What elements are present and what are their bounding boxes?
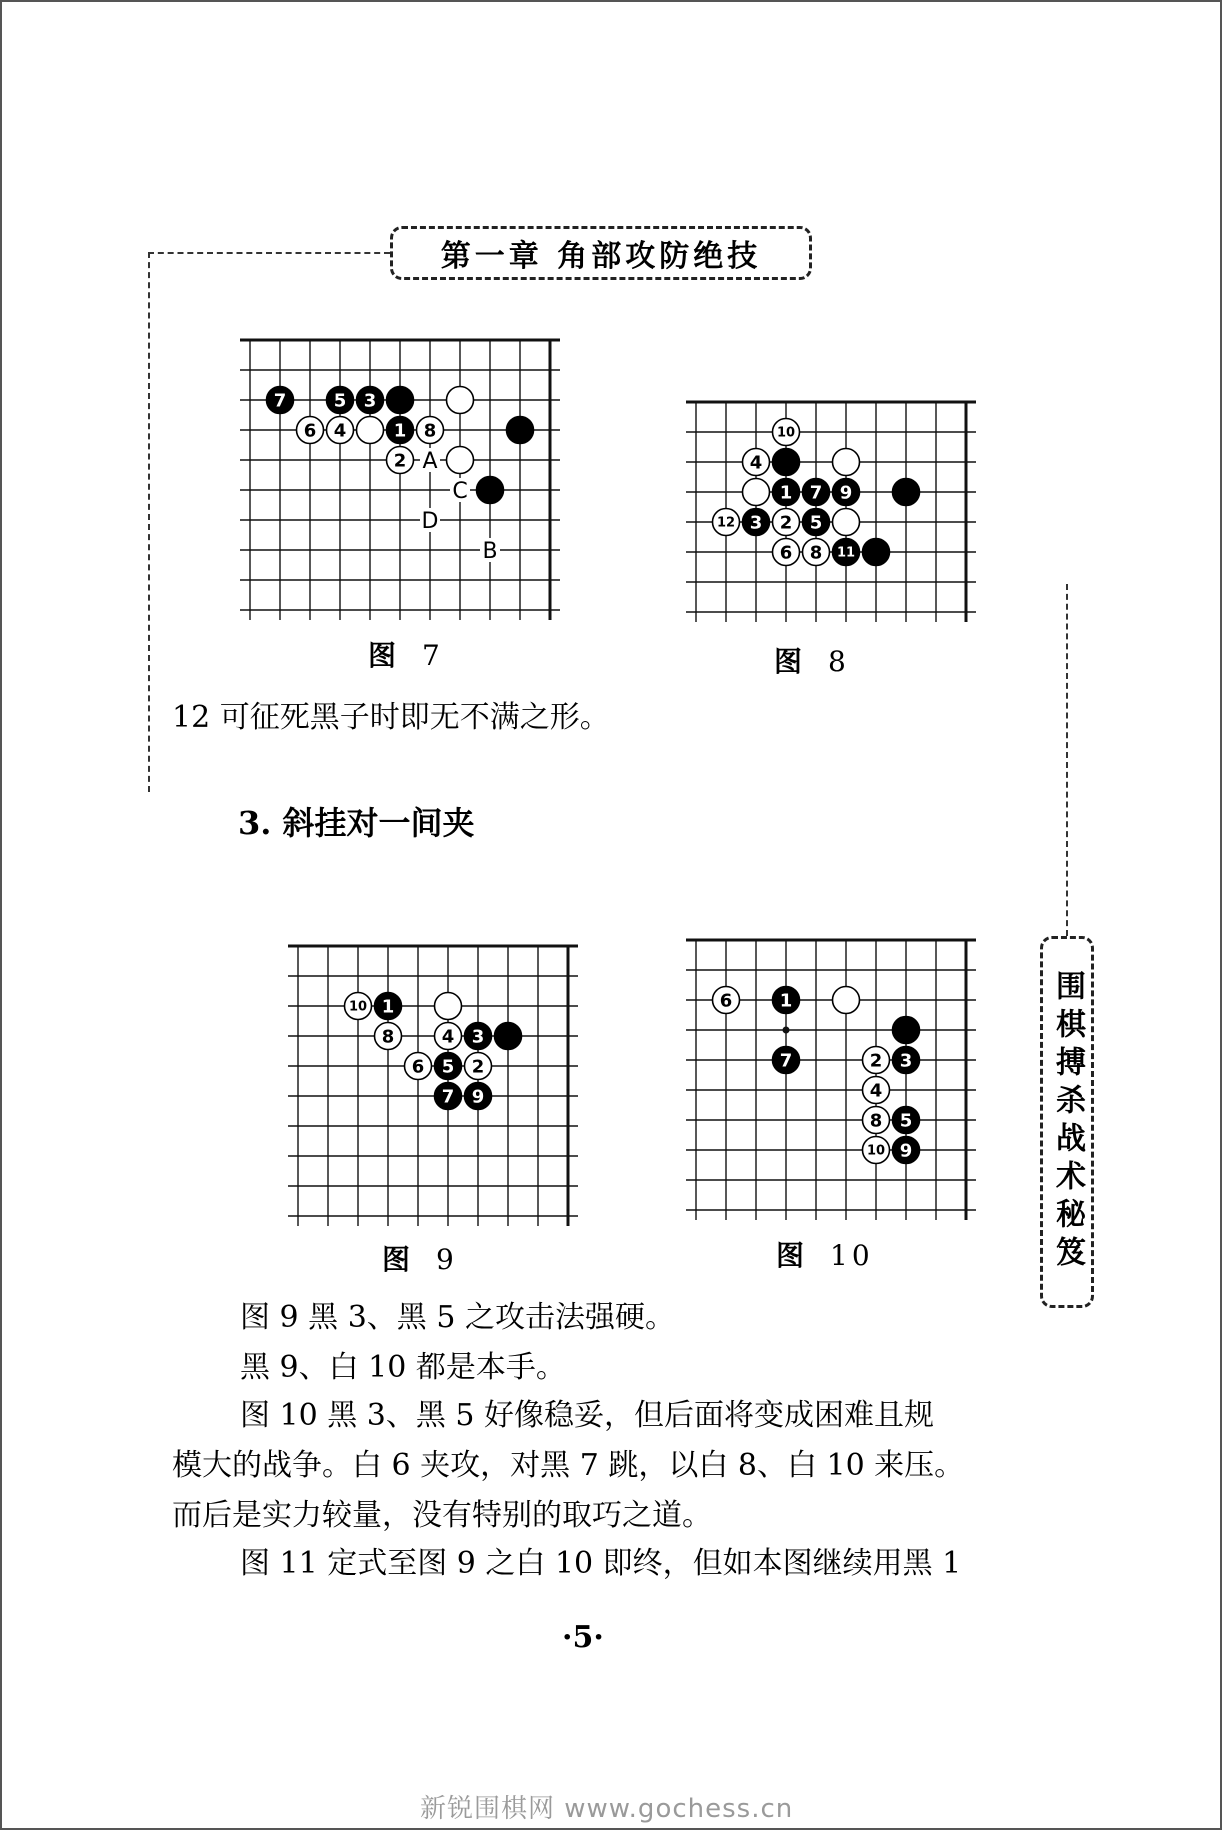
black-stone [893,1017,920,1044]
stone-move-number: 9 [839,482,853,504]
board-letter-label: A [422,449,438,474]
stone-move-number: 10 [776,425,796,441]
stone-move-number: 3 [363,390,377,412]
board-letter-label: B [482,539,498,564]
stone-move-number: 9 [471,1086,485,1108]
paragraph-fig11: 图 11 定式至图 9 之白 10 即终，但如本图继续用黑 1 [240,1546,962,1581]
figure-caption-7: 图 7 [368,639,444,672]
stone-move-number: 8 [869,1110,883,1132]
stone-move-number: 2 [779,512,793,534]
stone-move-number: 3 [899,1050,913,1072]
right-margin-dashed-line [1066,584,1068,936]
board-letter-label: D [421,509,439,534]
stone-move-number: 4 [441,1026,455,1048]
stone-move-number: 10 [348,999,368,1015]
stone-move-number: 8 [381,1026,395,1048]
stone-move-number: 5 [899,1110,913,1132]
stone-move-number: 11 [836,545,856,561]
paragraph-fig9-cont: 黑 9、白 10 都是本手。 [240,1350,566,1385]
star-point [783,1027,790,1034]
stone-move-number: 2 [393,450,407,472]
stone-move-number: 6 [719,990,733,1012]
stone-move-number: 9 [899,1140,913,1162]
stone-move-number: 3 [471,1026,485,1048]
stone-move-number: 12 [716,515,736,531]
go-diagram-fig9 [278,926,588,1236]
stone-move-number: 8 [809,542,823,564]
header-connector-line [148,252,390,254]
white-stone [833,509,860,536]
stone-move-number: 7 [779,1050,793,1072]
black-stone [495,1023,522,1050]
stone-move-number: 4 [749,452,763,474]
white-stone [447,387,474,414]
black-stone [893,479,920,506]
figure-caption-9: 图 9 [382,1243,458,1276]
stone-move-number: 6 [411,1056,425,1078]
chapter-header: 第一章 角部攻防绝技 [390,226,812,280]
stone-move-number: 6 [779,542,793,564]
paragraph-fig10-line3: 而后是实力较量，没有特别的取巧之道。 [172,1498,712,1533]
black-stone [507,417,534,444]
board-letter-label: C [452,479,468,504]
stone-move-number: 2 [869,1050,883,1072]
go-diagram-fig8 [676,382,986,632]
page-number: ·5· [562,1620,604,1655]
paragraph-fig9: 图 9 黑 3、黑 5 之攻击法强硬。 [240,1300,675,1335]
black-stone [773,449,800,476]
stone-move-number: 5 [333,390,347,412]
stone-move-number: 8 [423,420,437,442]
stone-move-number: 7 [273,390,287,412]
stone-move-number: 2 [471,1056,485,1078]
white-stone [833,449,860,476]
stone-move-number: 1 [779,482,793,504]
black-stone [863,539,890,566]
paragraph-fig10-line1: 图 10 黑 3、黑 5 好像稳妥，但后面将变成困难且规 [240,1398,935,1433]
white-stone [435,993,462,1020]
stone-move-number: 1 [381,996,395,1018]
stone-move-number: 1 [393,420,407,442]
white-stone [743,479,770,506]
stone-move-number: 3 [749,512,763,534]
stone-move-number: 7 [809,482,823,504]
white-stone [833,987,860,1014]
side-book-title: 围棋搏杀战术秘笈 [1040,936,1094,1308]
stone-move-number: 1 [779,990,793,1012]
stone-move-number: 6 [303,420,317,442]
left-margin-dashed-line [148,252,150,792]
figure-caption-8: 图 8 [774,645,850,678]
white-stone [447,447,474,474]
white-stone [357,417,384,444]
go-diagram-fig10 [676,920,986,1230]
stone-move-number: 5 [809,512,823,534]
stone-move-number: 10 [866,1143,886,1159]
paragraph-fig10-line2: 模大的战争。白 6 夹攻，对黑 7 跳，以白 8、白 10 来压。 [172,1448,965,1483]
black-stone [387,387,414,414]
stone-move-number: 4 [333,420,347,442]
black-stone [477,477,504,504]
website-watermark: 新锐围棋网 www.gochess.cn [420,1794,794,1824]
stone-move-number: 5 [441,1056,455,1078]
go-diagram-fig7 [230,320,570,630]
section-title: 3. 斜挂对一间夹 [238,804,475,842]
stone-move-number: 4 [869,1080,883,1102]
text-line-continuation: 12 可征死黑子时即无不满之形。 [172,700,610,735]
figure-caption-10: 图 10 [776,1239,874,1272]
stone-move-number: 7 [441,1086,455,1108]
